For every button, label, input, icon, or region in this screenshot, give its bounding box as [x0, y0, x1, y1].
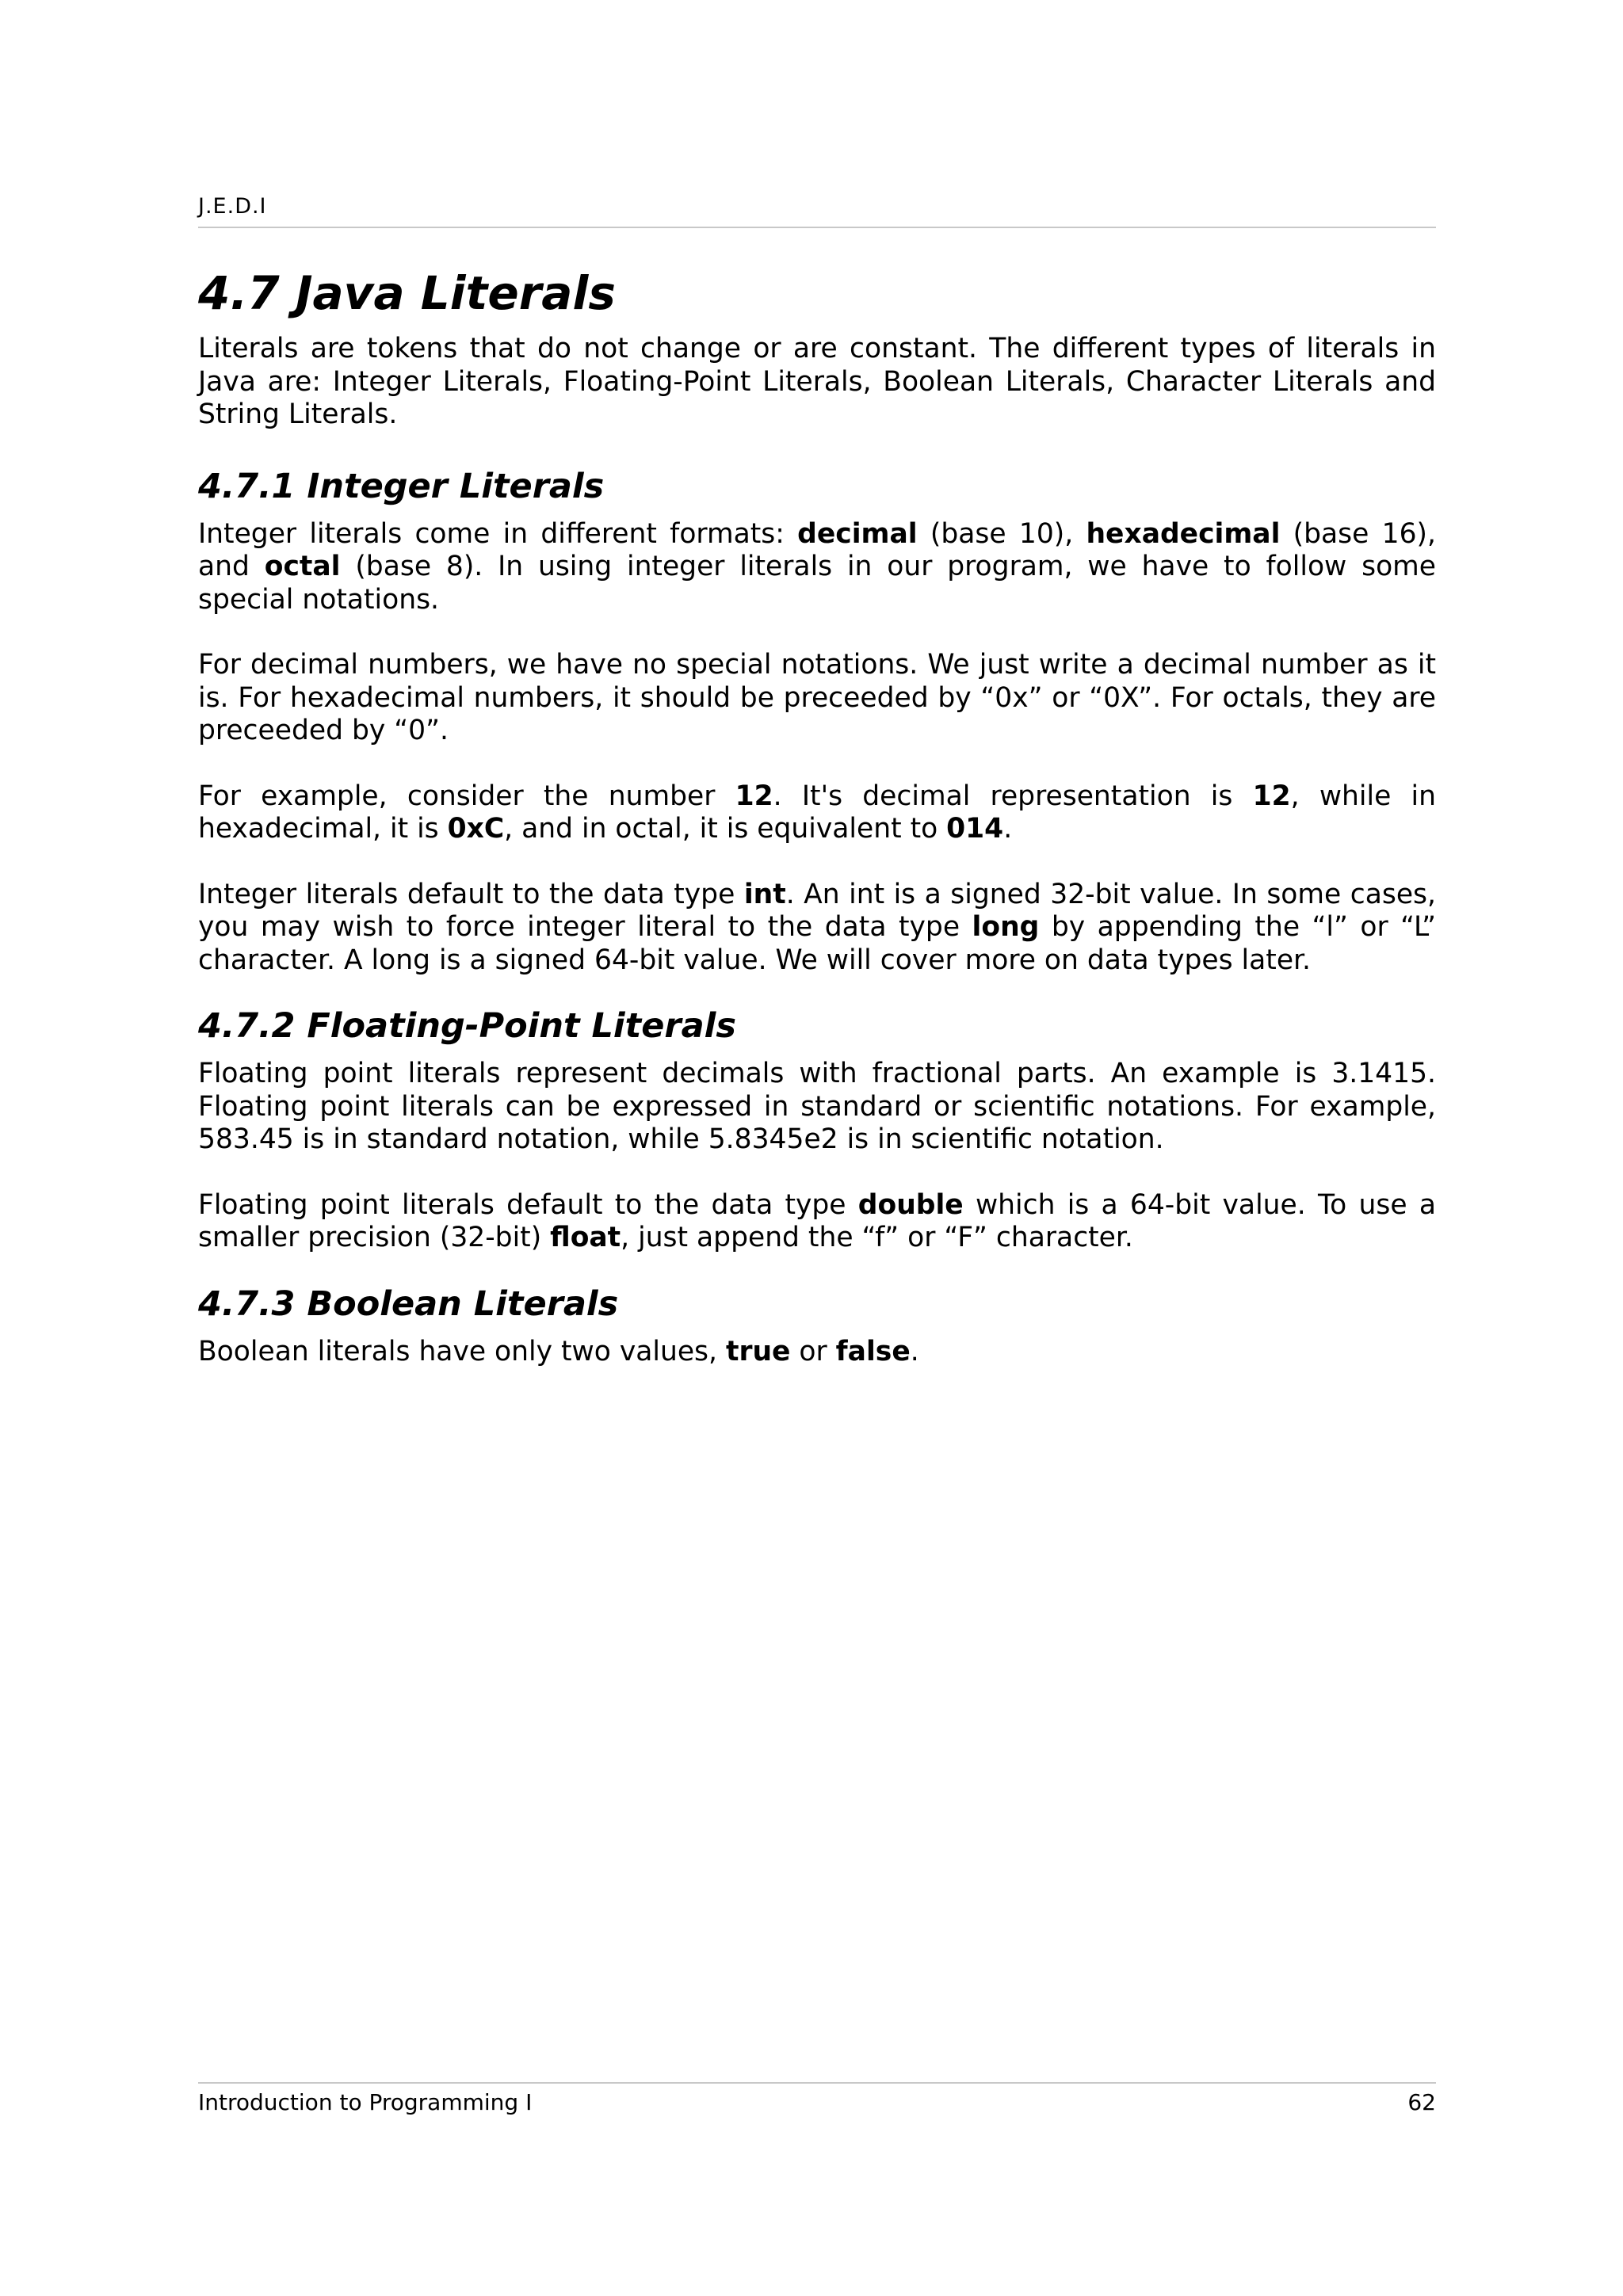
section-title: 4.7 Java Literals — [198, 266, 616, 320]
floating-default-paragraph: Floating point literals default to the data type double which is a 64-bit value. To use a smaller precision (32-bit) float, just append the “f” or “F” character. — [198, 1188, 1436, 1253]
page-content — [198, 261, 1436, 1368]
boolean-literals-heading: 4.7.3 Boolean Literals — [198, 1283, 619, 1324]
footer-title: Introduction to Programming I — [198, 2089, 533, 2115]
bold-term: 014 — [946, 813, 1004, 845]
bold-term: 12 — [1252, 780, 1291, 812]
footer-rule — [198, 2082, 1436, 2084]
document-page — [198, 0, 1436, 2296]
page-number: 62 — [1407, 2089, 1436, 2115]
intro-paragraph: Literals are tokens that do not change or are constant. The different types of literals in Java are: Integer Literals, Floating-Point Literals, Boolean Literals, Character Literals and String Literals. — [198, 333, 1436, 430]
bold-term: 12 — [735, 780, 773, 812]
integer-formats-paragraph: Integer literals come in different formats: decimal (base 10), hexadecimal (base 16), and octal (base 8). In using integer literals in our program, we have to follow some special notations. — [198, 517, 1437, 616]
header-rule — [198, 227, 1436, 228]
bold-term: double — [857, 1188, 964, 1221]
bold-term: octal — [264, 551, 341, 582]
bold-term: float — [550, 1222, 621, 1253]
bold-term: decimal — [797, 517, 918, 550]
floating-definition-paragraph: Floating point literals represent decimals with fractional parts. An example is 3.1415. Floating point literals can be expressed in standard or scientific notations. For example, 583.45 is in standard notation, while 5.8345e2 is in scientific notation. — [198, 1058, 1436, 1155]
bold-term: long — [972, 911, 1040, 943]
bold-term: hexadecimal — [1086, 517, 1281, 550]
bold-term: int — [743, 878, 786, 910]
example-paragraph: For example, consider the number 12. It's decimal representation is 12, while in hexadecimal, it is 0xC, and in octal, it is equivalent to 014. — [198, 780, 1436, 845]
bold-term: true — [725, 1335, 791, 1367]
bold-term: 0xC — [447, 813, 505, 845]
notation-paragraph: For decimal numbers, we have no special notations. We just write a decimal number as it is. For hexadecimal numbers, it should be preceeded by “0x” or “0X”. For octals, they are preceeded by “0”. — [198, 649, 1436, 746]
floating-point-literals-heading: 4.7.2 Floating-Point Literals — [198, 1006, 736, 1046]
bold-term: false — [835, 1335, 911, 1367]
running-header: J.E.D.I — [198, 194, 267, 219]
boolean-paragraph: Boolean literals have only two values, true or false. — [198, 1335, 919, 1367]
integer-literals-heading: 4.7.1 Integer Literals — [198, 466, 605, 506]
default-type-paragraph: Integer literals default to the data type int. An int is a signed 32-bit value. In some cases, you may wish to force integer literal to the data type long by appending the “l” or “L” character. A long is a signed 64-bit value. We will cover more on data types later. — [198, 878, 1437, 976]
